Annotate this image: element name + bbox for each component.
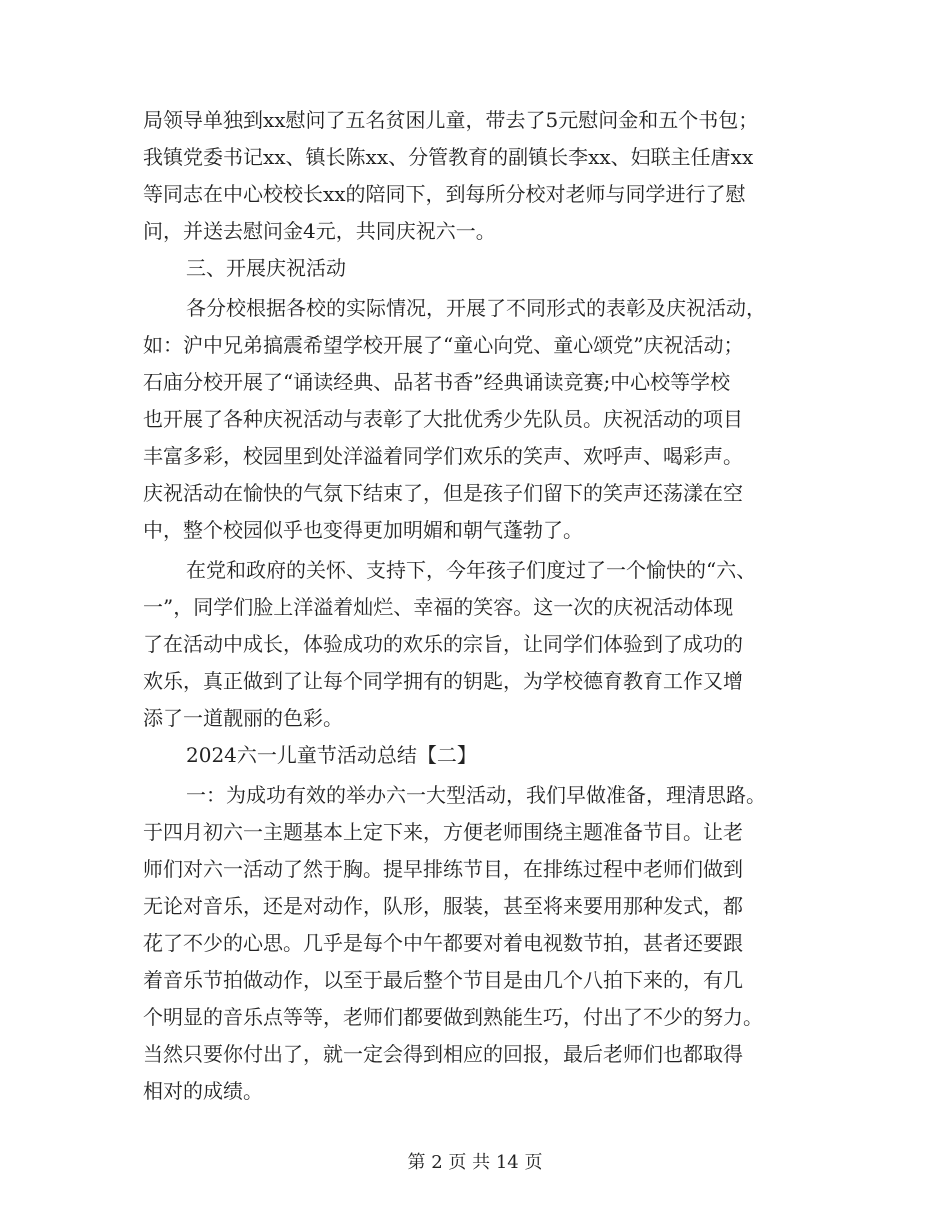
text-line: 师们对六一活动了然于胸。提早排练节目，在排练过程中老师们做到 [143,857,743,881]
text-line: 于四月初六一主题基本上定下来，方便老师围绕主题准备节目。让老 [143,820,743,844]
text-line: 当然只要你付出了，就一定会得到相应的回报，最后老师们也都取得 [143,1042,743,1066]
text-line: 各分校根据各校的实际情况，开展了不同形式的表彰及庆祝活动， [186,296,766,320]
text-line: 一：为成功有效的举办六一大型活动，我们早做准备，理清思路。 [186,783,766,807]
text-line: 等同志在中心校校长xx的陪同下，到每所分校对老师与同学进行了慰 [143,182,746,206]
text-line: 着音乐节拍做动作，以至于最后整个节目是由几个八拍下来的，有几 [143,968,743,992]
page-footer: 第 2 页 共 14 页 [407,1152,543,1173]
section-heading: 2024六一儿童节活动总结【二】 [186,743,477,767]
text-line: 添了一道靓丽的色彩。 [143,706,343,730]
text-line: 石庙分校开展了“诵读经典、品茗书香”经典诵读竞赛;中心校等学校 [143,370,731,394]
text-line: 问，并送去慰问金4元，共同庆祝六一。 [143,219,496,243]
text-line: 相对的成绩。 [143,1079,263,1103]
text-line: 个明显的音乐点等等，老师们都要做到熟能生巧，付出了不少的努力。 [143,1005,763,1029]
text-line: 无论对音乐，还是对动作，队形，服装，甚至将来要用那种发式，都 [143,894,743,918]
text-line: 如：沪中兄弟搞震希望学校开展了“童心向党、童心颂党”庆祝活动； [143,333,744,357]
text-line: 欢乐，真正做到了让每个同学拥有的钥匙，为学校德育教育工作又增 [143,669,743,693]
text-line: 中，整个校园似乎也变得更加明媚和朝气蓬勃了。 [143,518,583,542]
text-line: 在党和政府的关怀、支持下，今年孩子们度过了一个愉快的“六、 [186,558,757,582]
section-heading: 三、开展庆祝活动 [186,256,346,280]
text-line: 一”，同学们脸上洋溢着灿烂、幸福的笑容。这一次的庆祝活动体现 [143,595,734,619]
text-line: 庆祝活动在愉快的气氛下结束了，但是孩子们留下的笑声还荡漾在空 [143,481,743,505]
text-line: 了在活动中成长，体验成功的欢乐的宗旨，让同学们体验到了成功的 [143,632,743,656]
text-line: 局领导单独到xx慰问了五名贫困儿童，带去了5元慰问金和五个书包； [143,108,759,132]
text-line: 花了不少的心思。几乎是每个中午都要对着电视数节拍，甚者还要跟 [143,931,743,955]
text-line: 丰富多彩，校园里到处洋溢着同学们欢乐的笑声、欢呼声、喝彩声。 [143,444,743,468]
text-line: 我镇党委书记xx、镇长陈xx、分管教育的副镇长李xx、妇联主任唐xx [143,145,754,169]
text-line: 也开展了各种庆祝活动与表彰了大批优秀少先队员。庆祝活动的项目 [143,407,743,431]
